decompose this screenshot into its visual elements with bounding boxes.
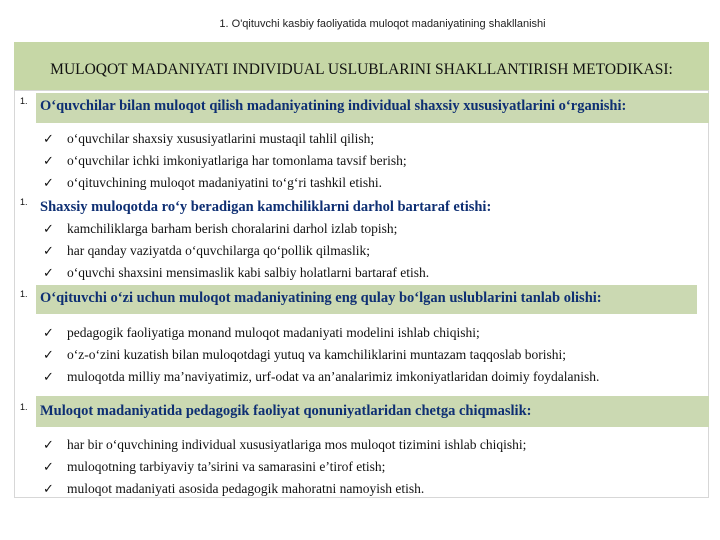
checkmark-icon: ✓ [43, 222, 54, 237]
checkmark-icon: ✓ [43, 348, 54, 363]
list-item-text: o‘quvchi shaxsini mensimaslik kabi salbiy holatlarni bartaraf etish. [67, 265, 430, 280]
checkmark-icon: ✓ [43, 132, 54, 147]
section-4-item-1 [43, 437, 526, 453]
page-header: 1. O'qituvchi kasbiy faoliyatida muloqot madaniyatining shakllanishi [219, 18, 546, 30]
checkmark-icon: ✓ [43, 176, 54, 191]
section-1-item-2 [43, 153, 407, 169]
checkmark-icon: ✓ [43, 244, 54, 259]
list-item-text: kamchiliklarga barham berish choralarini darhol izlab topish; [67, 221, 398, 236]
checkmark-icon: ✓ [43, 154, 54, 169]
list-item-text: muloqotning tarbiyaviy ta’sirini va samarasini e’tirof etish; [67, 459, 386, 474]
section-3-item-1 [43, 325, 480, 341]
section-4-heading: Muloqot madaniyatida pedagogik faoliyat qonuniyatlaridan chetga chiqmaslik: [40, 403, 532, 419]
section-2-heading: Shaxsiy muloqotda ro‘y beradigan kamchiliklarni darhol bartaraf etishi: [40, 199, 492, 215]
section-3-heading: O‘qituvchi o‘zi uchun muloqot madaniyatining eng qulay bo‘lgan uslublarini tanlab olishi: [40, 290, 602, 306]
checkmark-icon: ✓ [43, 482, 54, 497]
list-item-text: pedagogik faoliyatiga monand muloqot madaniyati modelini ishlab chiqishi; [67, 325, 480, 340]
checkmark-icon: ✓ [43, 370, 54, 385]
section-1-heading: O‘quvchilar bilan muloqot qilish madaniyatining individual shaxsiy xususiyatlarini o‘rganishi: [40, 98, 627, 114]
section-1-item-3 [43, 175, 382, 191]
section-4-item-3 [43, 481, 424, 497]
list-item-text: muloqot madaniyati asosida pedagogik mahoratni namoyish etish. [67, 481, 425, 496]
section-4-number: 1. [20, 402, 28, 412]
section-3-number: 1. [20, 289, 28, 299]
section-1-item-1 [43, 131, 374, 147]
slide-title: MULOQOT MADANIYATI INDIVIDUAL USLUBLARINI SHAKLLANTIRISH METODIKASI: [50, 61, 673, 78]
list-item-text: har qanday vaziyatda o‘quvchilarga qo‘pollik qilmaslik; [67, 243, 371, 258]
section-1-number: 1. [20, 96, 28, 106]
section-2-item-1 [43, 221, 397, 237]
list-item-text: har bir o‘quvchining individual xususiyatlariga mos muloqot tizimini ishlab chiqishi; [67, 437, 527, 452]
checkmark-icon: ✓ [43, 460, 54, 475]
list-item-text: o‘quvchilar ichki imkoniyatlariga har tomonlama tavsif berish; [67, 153, 407, 168]
list-item-text: o‘qituvchining muloqot madaniyatini to‘g‘ri tashkil etishi. [67, 175, 382, 190]
section-2-number: 1. [20, 197, 28, 207]
checkmark-icon: ✓ [43, 326, 54, 341]
section-2-item-3 [43, 265, 429, 281]
checkmark-icon: ✓ [43, 266, 54, 281]
section-2-item-2 [43, 243, 370, 259]
section-4-item-2 [43, 459, 385, 475]
list-item-text: muloqotda milliy ma’naviyatimiz, urf-odat va an’analarimiz imkoniyatlaridan doimiy foydalanish. [67, 369, 600, 384]
list-item-text: o‘quvchilar shaxsiy xususiyatlarini mustaqil tahlil qilish; [67, 131, 375, 146]
section-3-item-2 [43, 347, 566, 363]
list-item-text: o‘z-o‘zini kuzatish bilan muloqotdagi yutuq va kamchiliklarini muntazam taqqoslab borishi; [67, 347, 567, 362]
checkmark-icon: ✓ [43, 438, 54, 453]
section-3-item-3 [43, 369, 599, 385]
